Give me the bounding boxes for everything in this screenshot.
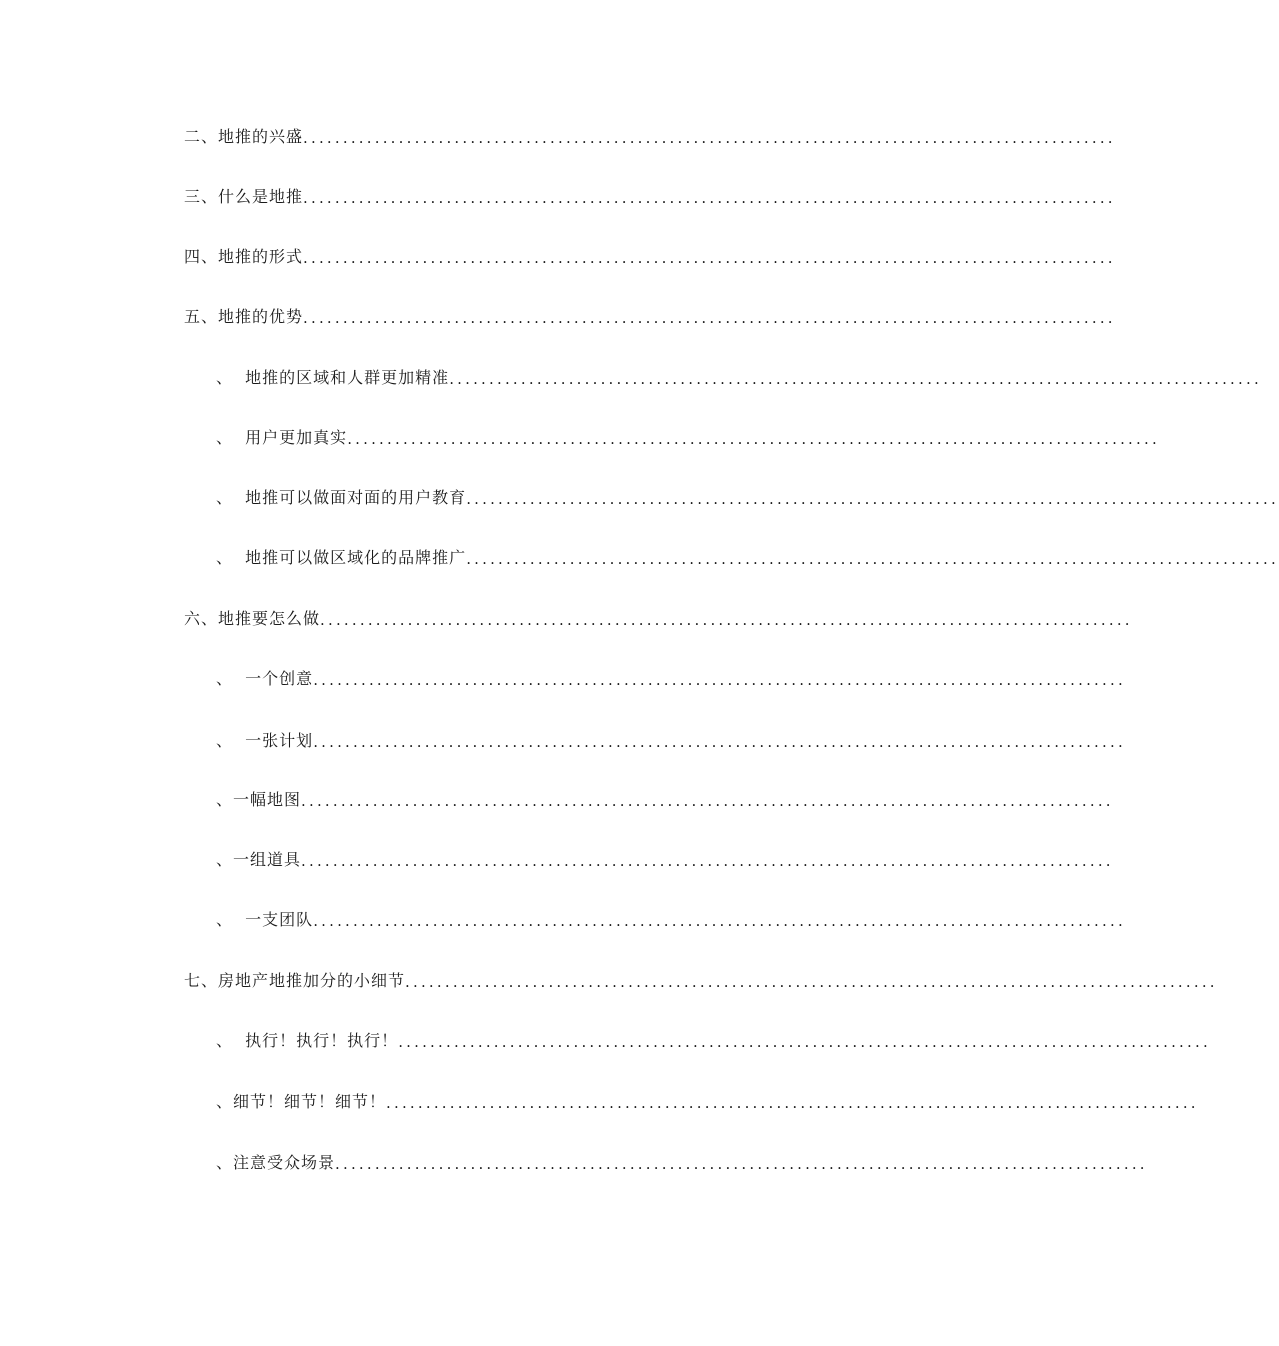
toc-entry[interactable] (216, 484, 1279, 508)
toc-dot-leader: ...................................................................................................... (386, 1094, 1199, 1112)
toc-entry[interactable] (216, 424, 1160, 448)
toc-dot-leader: ...................................................................................................... (313, 912, 1126, 930)
toc-entry[interactable] (216, 1149, 1148, 1173)
toc-entry-title: 、 地推的区域和人群更加精准 (216, 368, 450, 387)
toc-entry-title: 、 执行！执行！执行！ (216, 1031, 399, 1050)
toc-entry-title: 、注意受众场景 (216, 1153, 336, 1172)
toc-dot-leader: ...................................................................................................... (301, 852, 1114, 870)
toc-entry[interactable] (216, 846, 1114, 870)
toc-entry-title: 、 一个创意 (216, 669, 314, 688)
toc-dot-leader: ...................................................................................................... (335, 1155, 1148, 1173)
toc-dot-leader: ...................................................................................................... (303, 309, 1116, 327)
toc-dot-leader: ...................................................................................................... (301, 792, 1114, 810)
toc-entry[interactable] (184, 243, 1116, 267)
toc-entry-title: 四、地推的形式 (184, 247, 304, 266)
toc-entry[interactable] (184, 605, 1133, 629)
toc-entry[interactable] (216, 786, 1114, 810)
toc-entry[interactable] (184, 303, 1116, 327)
toc-entry-title: 六、地推要怎么做 (184, 609, 321, 628)
toc-entry-title: 、 地推可以做区域化的品牌推广 (216, 548, 467, 567)
toc-dot-leader: ...................................................................................................... (320, 611, 1133, 629)
toc-dot-leader: ...................................................................................................... (303, 189, 1116, 207)
toc-entry[interactable] (216, 1088, 1199, 1112)
toc-dot-leader: ...................................................................................................... (466, 550, 1279, 568)
toc-entry[interactable] (184, 967, 1218, 991)
toc-entry-title: 二、地推的兴盛 (184, 127, 304, 146)
toc-dot-leader: ...................................................................................................... (303, 129, 1116, 147)
toc-dot-leader: ...................................................................................................... (303, 249, 1116, 267)
toc-dot-leader: ...................................................................................................... (398, 1033, 1211, 1051)
toc-dot-leader: ...................................................................................................... (347, 430, 1160, 448)
toc-dot-leader: ...................................................................................................... (405, 973, 1218, 991)
toc-entry-title: 七、房地产地推加分的小细节 (184, 971, 406, 990)
toc-dot-leader: ...................................................................................................... (313, 733, 1126, 751)
toc-entry-title: 、 用户更加真实 (216, 428, 348, 447)
toc-entry-title: 、 地推可以做面对面的用户教育 (216, 488, 467, 507)
toc-entry-title: 、一组道具 (216, 850, 302, 869)
toc-dot-leader: ...................................................................................................... (466, 490, 1279, 508)
toc-entry-title: 、一幅地图 (216, 790, 302, 809)
toc-entry-title: 、细节！细节！细节！ (216, 1092, 387, 1111)
toc-entry-title: 、 一支团队 (216, 910, 314, 929)
toc-entry[interactable] (216, 665, 1126, 689)
toc-entry[interactable] (184, 123, 1116, 147)
toc-entry[interactable] (216, 544, 1279, 568)
toc-entry-title: 三、什么是地推 (184, 187, 304, 206)
toc-entry[interactable] (216, 727, 1126, 751)
toc-dot-leader: ...................................................................................................... (313, 671, 1126, 689)
toc-entry[interactable] (216, 1027, 1211, 1051)
toc-entry-title: 、 一张计划 (216, 731, 314, 750)
toc-entry[interactable] (184, 183, 1116, 207)
toc-entry-title: 五、地推的优势 (184, 307, 304, 326)
toc-entry[interactable] (216, 364, 1262, 388)
toc-entry[interactable] (216, 906, 1126, 930)
toc-dot-leader: ...................................................................................................... (449, 370, 1262, 388)
